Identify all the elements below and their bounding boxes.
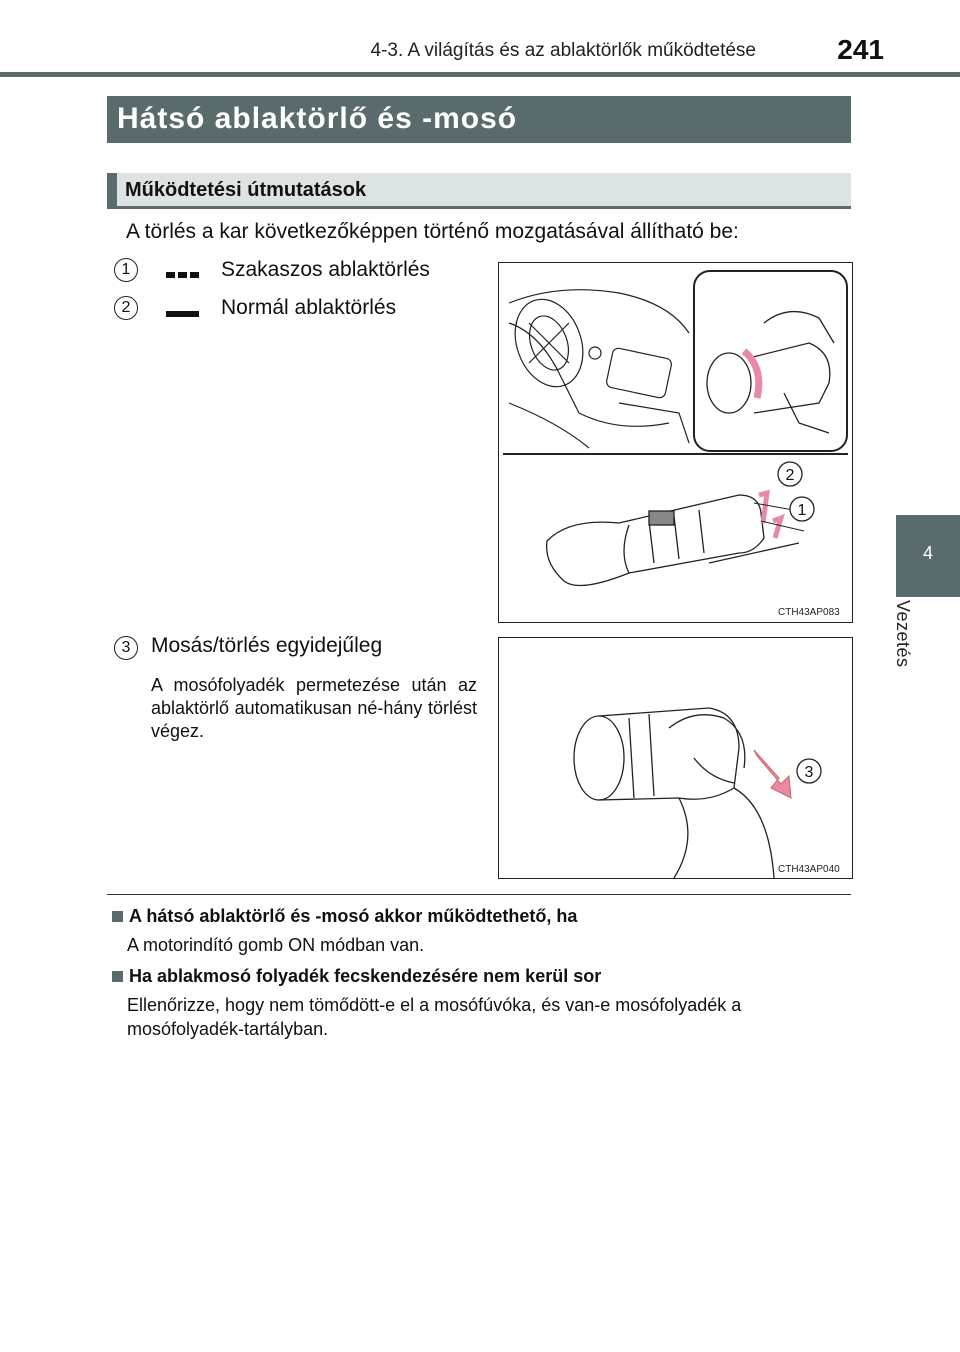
header-rule <box>0 72 960 77</box>
note-2-heading-line <box>112 966 852 987</box>
chapter-tab-label: Vezetés <box>893 600 913 668</box>
chapter-title: 4-3. A világítás és az ablaktörlők működtetése <box>370 40 756 61</box>
note-1 <box>112 906 852 957</box>
intro-text: A törlés a kar következőképpen történő mozgatásával állítható be: <box>126 220 739 243</box>
chapter-tab-number: 4 <box>922 543 933 563</box>
wash-wipe-illustration <box>499 638 852 878</box>
item-label-2: Normál ablaktörlés <box>221 296 397 319</box>
wiper-lever-illustration <box>499 263 852 622</box>
note-1-body: A motorindító gomb ON módban van. <box>127 935 425 955</box>
section-title-bar <box>107 96 851 143</box>
solid-bar-icon <box>166 305 200 313</box>
item-number-1: 1 <box>114 258 138 282</box>
note-2-heading: Ha ablakmosó folyadék fecskendezésére nem kerül sor <box>129 966 602 986</box>
chapter-tab <box>896 515 960 597</box>
subheading-bar <box>117 173 851 209</box>
item-number-3: 3 <box>114 636 138 660</box>
item-description-3: A mosófolyadék permetezése után az ablaktörlő automatikusan né-hány törlést végez. <box>151 675 477 741</box>
figure-wash-wipe <box>498 637 853 879</box>
figure2-code: CTH43AP040 <box>778 864 840 875</box>
subheading-marker <box>107 173 117 209</box>
square-bullet-icon <box>112 971 123 982</box>
chapter-tab-label-wrap <box>892 600 932 700</box>
note-2 <box>112 966 852 1041</box>
figure1-callout-1: 1 <box>797 502 807 519</box>
notes-rule <box>107 894 851 895</box>
note-2-body: Ellenőrizze, hogy nem tömődött-e el a mosófúvóka, és van-e mosófolyadék a mosófolyadék-tartályban. <box>127 995 742 1039</box>
note-1-heading-line <box>112 906 852 927</box>
section-title: Hátsó ablaktörlő és -mosó <box>117 102 518 135</box>
figure1-callout-2: 2 <box>785 467 795 484</box>
figure1-code: CTH43AP083 <box>778 607 840 618</box>
subheading: Működtetési útmutatások <box>125 179 367 201</box>
dashed-bar-icon <box>166 266 200 274</box>
item-number-2: 2 <box>114 296 138 320</box>
page-number: 241 <box>837 34 884 65</box>
note-1-heading: A hátsó ablaktörlő és -mosó akkor működtethető, ha <box>129 906 578 926</box>
figure-wiper-lever <box>498 262 853 623</box>
figure2-callout-3: 3 <box>804 764 814 781</box>
item-label-3: Mosás/törlés egyidejűleg <box>151 634 383 657</box>
square-bullet-icon <box>112 911 123 922</box>
item-label-1: Szakaszos ablaktörlés <box>221 258 430 281</box>
